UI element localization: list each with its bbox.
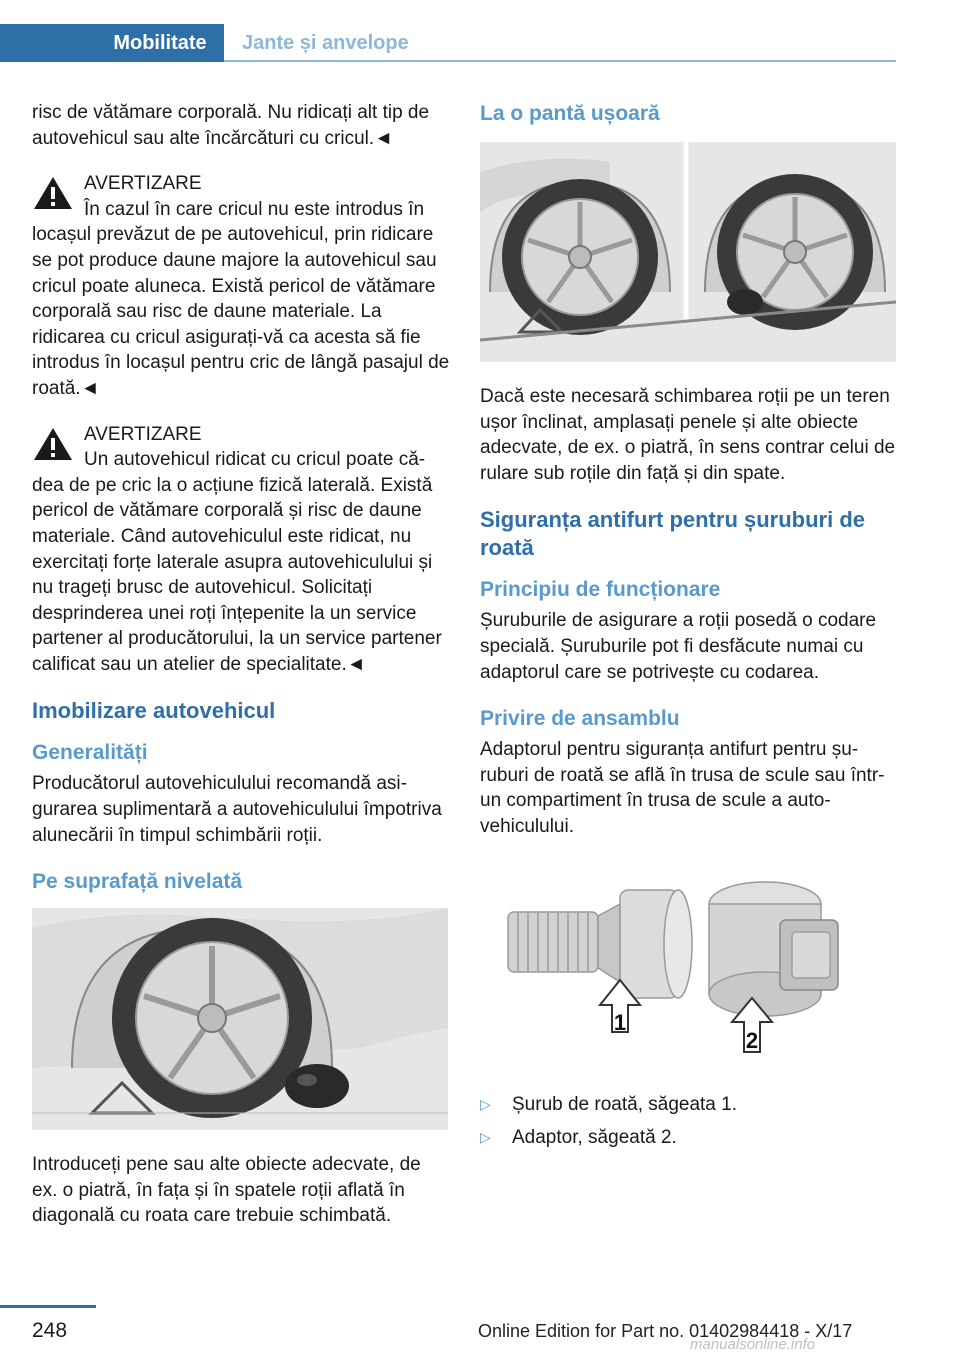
list-item (480, 1125, 898, 1151)
triangle-bullet-icon: ▷ (480, 1129, 491, 1146)
list-item (480, 1092, 898, 1118)
left-column (32, 100, 450, 1249)
figure-bolt-adapter (480, 860, 896, 1070)
principle-text: Șuruburile de asigurare a roții posedă o codare specială. Șuruburile pot fi desfăcute numai cu adaptorul care se potrivește cu codarea. (480, 610, 877, 683)
adapter-drawing (709, 882, 838, 1016)
warning-text-first: În cazul în care cricul nu este introdus în (84, 198, 425, 220)
page-number: 248 (32, 1319, 68, 1342)
flat-surface-text: Introduceți pene sau alte obiecte adecvate, de ex. o piatră, în fața și în spatele roții aflată în diagonală cu roata care trebuie schimbată. (32, 1154, 421, 1227)
intro-text: risc de vătămare corporală. Nu ridicați alt tip de autovehicul sau alte încărcături cu cricul.◄ (32, 102, 430, 149)
general-text: Producătorul autovehiculului recomandă asigurarea suplimentară a autovehiculului împotriva alunecării în timpul schimbării roții. (32, 773, 442, 846)
figure-slope (480, 142, 896, 362)
overview-text: Adaptorul pentru siguranța antifurt pentru șuruburi de roată se află în trusa de scule sau într-un compartiment în trusa de scule a autovehiculului. (480, 739, 885, 837)
warning-title: AVERTIZARE (84, 423, 202, 445)
edition-text: Online Edition for Part no. 01402984418 - X/17 (478, 1321, 853, 1341)
label-1: 1 (613, 1009, 627, 1035)
section-title-immobilize: Imobilizare autovehicul (32, 698, 276, 724)
slope-text: Dacă este necesară schimbarea roții pe un teren ușor înclinat, amplasați penele și alte obiecte adecvate, de ex. o piatră, în sens contrar celui de rulare sub roțile din față și din spate. (480, 386, 896, 484)
footer-line (0, 1305, 96, 1308)
bolt-and-adapter-illustration (480, 860, 896, 1070)
subheading-flat-surface: Pe suprafață nivelată (32, 870, 243, 894)
subheading-general: Generalități (32, 741, 148, 765)
label-2: 2 (745, 1027, 759, 1053)
right-column (480, 100, 898, 1159)
figure-flat-surface (32, 908, 448, 1130)
subheading-slope: La o pantă ușoară (480, 102, 660, 125)
section-title-antitheft: Siguranța antifurt pentru șuruburi de roată (480, 507, 866, 561)
header-tab-mobilitate[interactable]: Mobilitate (96, 24, 224, 62)
warning-text-first: Un autovehicul ridicat cu cricul poate că- (84, 449, 426, 471)
list-item-text: Adaptor, săgeată 2. (512, 1127, 677, 1149)
warning-block-2 (32, 422, 450, 678)
parts-list (480, 1092, 898, 1151)
wheel-bolt-drawing (508, 890, 692, 998)
header-tab-jante[interactable]: Jante și anvelope (242, 32, 409, 54)
warning-text: dea de pe cric la o acțiune fizică laterală. Există pericol de vătămare corporală și risc de daune materiale. Când autovehiculul este ridicat, nu exercitați forțe laterale asupra autovehiculului și nu trageți brusc de autovehicul. Solicitați desprinderea unei roți înțepenite la un service partener al producătorului, la un service partener calificat sau un atelier de specialitate.◄ (32, 474, 442, 675)
warning-text: locașul prevăzut de pe autovehicul, prin ridicare se pot produce daune majore la autovehicul sau cricul poate aluneca. Există pericol de vătămare corporală sau risc de daune materiale. La ridicarea cu cricul asigurați-vă ca acesta să fie introdus în locașul pentru cric de lângă pasajul de roată.◄ (32, 224, 450, 399)
header-left-bar (0, 24, 96, 62)
header-underline (224, 60, 896, 62)
subheading-overview: Privire de ansamblu (480, 707, 680, 731)
list-item-text: Șurub de roată, săgeata 1. (512, 1093, 737, 1115)
warning-icon (32, 175, 74, 211)
warning-block-1 (32, 171, 450, 401)
warning-icon (32, 426, 74, 462)
watermark: manualsonline.info (690, 1336, 816, 1353)
wheel-chock-illustration (32, 908, 448, 1130)
subheading-principle: Principiu de funcționare (480, 578, 721, 602)
triangle-bullet-icon: ▷ (480, 1095, 491, 1112)
warning-title: AVERTIZARE (84, 173, 202, 195)
slope-wheels-illustration (480, 142, 896, 362)
